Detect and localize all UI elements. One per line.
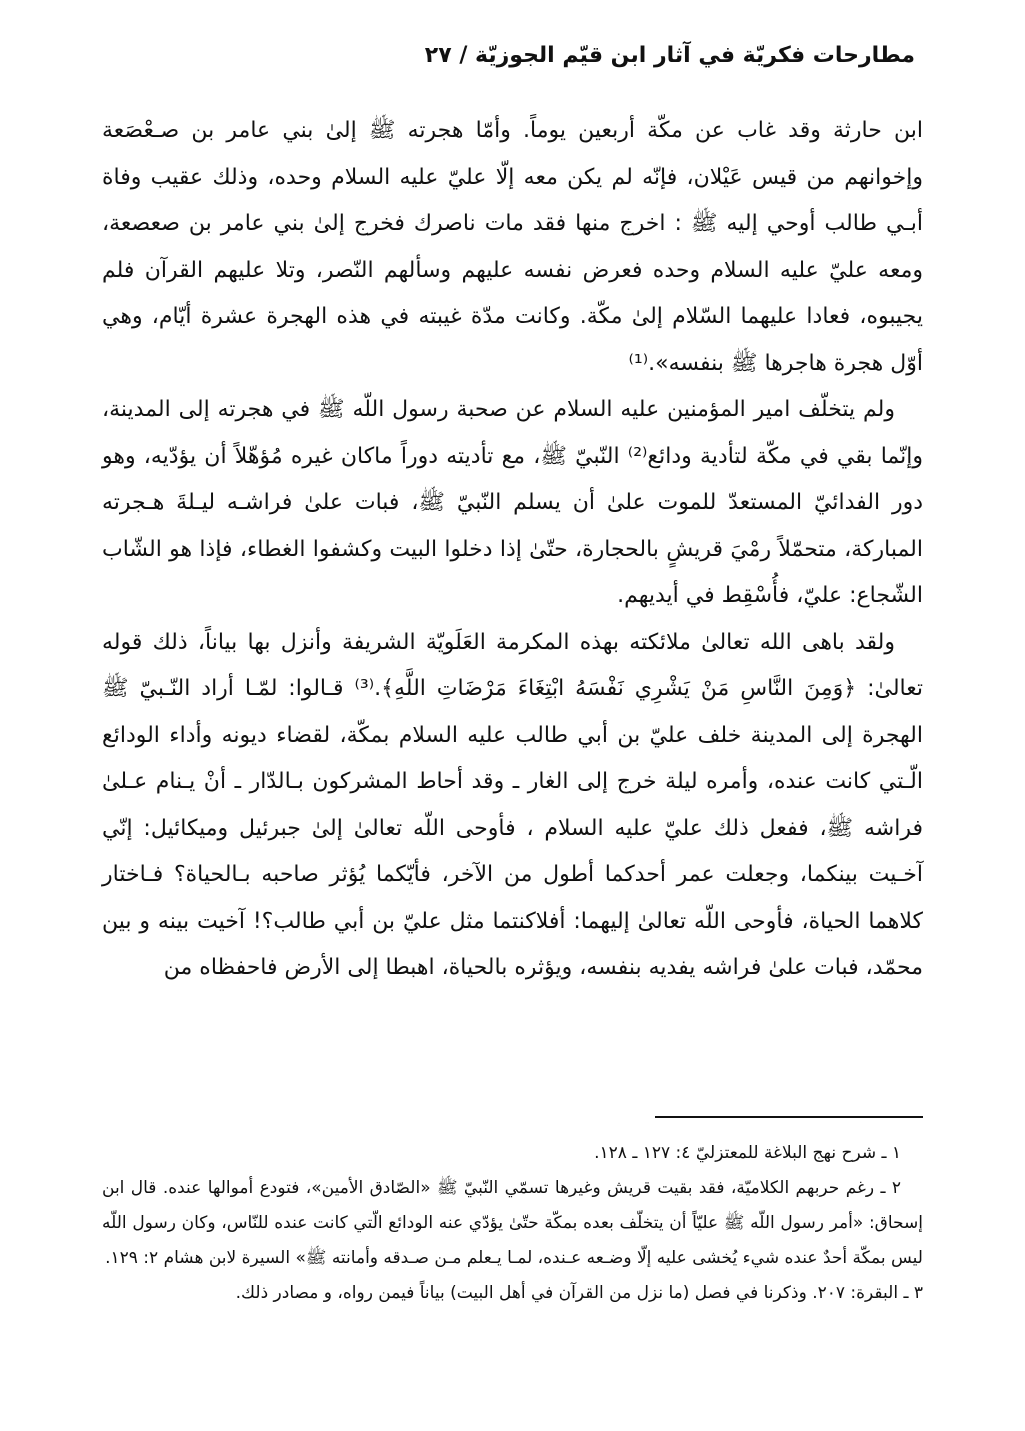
footnote: ١ ـ شرح نهج البلاغة للمعتزليّ ٤: ١٢٧ ـ ١٢٨. (594, 1143, 901, 1163)
footnotes (102, 1136, 923, 1311)
footnote: ٣ ـ البقرة: ٢٠٧. وذكرنا في فصل (ما نزل من القرآن في أهل البيت) بياناً فيمن رواه، و مصادر ذلك. (235, 1283, 923, 1303)
footnote-divider (655, 1116, 923, 1118)
running-head: مطارحات فكريّة في آثار ابن قيّم الجوزيّة / ٢٧ (424, 43, 915, 68)
paragraph: ولم يتخلّف امير المؤمنين عليه السلام عن صحبة رسول اللّه ﷺ في هجرته إلى المدينة، وإنّما بقي في مكّة لتأدية ودائع⁽²⁾ النّبيّ ﷺ، مع تأديته دوراً ماكان غيره مُؤهّلاً أن يؤدّيه، وهو دور الفدائيّ المستعدّ للموت علىٰ أن يسلم النّبيّ ﷺ، فبات علىٰ فراشـه ليـلةَ هـجرته المباركة، متحمّلاً رمْيَ قريشٍ بالحجارة، حتّىٰ إذا دخلوا البيت وكشفوا الغطاء، فإذا هو الشّاب الشّجاع: عليّ، فأُسْقِط في أيديهم. (102, 397, 924, 608)
paragraph: ولقد باهى الله تعالىٰ ملائكته بهذه المكرمة العَلَويّة الشريفة وأنزل بها بياناً، ذلك قوله تعالىٰ: ﴿وَمِنَ النَّاسِ مَنْ يَشْرِي نَفْسَهُ ابْتِغَاءَ مَرْضَاتِ اللَّهِ﴾.⁽³⁾ قـالوا: لمّـا أراد النّـبيّ ﷺ الهجرة إلى المدينة خلف عليّ بن أبي طالب عليه السلام بمكّة، لقضاء ديونه وأداء الودائع الّـتي كانت عنده، وأمره ليلة خرج إلى الغار ـ وقد أحاط المشركون بـالدّار ـ أنْ يـنام عـلىٰ فراشه ﷺ، ففعل ذلك عليّ عليه السلام ، فأوحى اللّه تعالىٰ إلىٰ جبرئيل وميكائيل: إنّي آخـيت بينكما، وجعلت عمر أحدكما أطول من الآخر، فأيّكما يُؤثر صاحبه بـالحياة؟ فـاختار كلاهما الحياة، فأوحى اللّه تعالىٰ إليهما: أفلاكنتما مثل عليّ بن أبي طالب؟! آخيت بينه و بين محمّد، فبات علىٰ فراشه يفديه بنفسه، ويؤثره بالحياة، اهبطا إلى الأرض فاحفظاه من (102, 629, 923, 980)
main-text (102, 108, 923, 992)
footnote: ٢ ـ رغم حربهم الكلاميّة، فقد بقيت قريش وغيرها تسمّي النّبيّ ﷺ «الصّادق الأمين»، فتودع أموالها عنده. قال ابن إسحاق: «أمر رسول اللّه ﷺ عليّاً أن يتخلّف بعده بمكّة حتّىٰ يؤدّي عنه الودائع الّتي كانت عنده للنّاس، وكان رسول اللّه ليس بمكّة أحدٌ عنده شيء يُخشى عليه إلّا وضـعه عـنده، لمـا يـعلم مـن صـدقه وأمانته ﷺ» السيرة لابن هشام ٢: ١٢٩. (102, 1178, 923, 1268)
paragraph: ابن حارثة وقد غاب عن مكّة أربعين يوماً. وأمّا هجرته ﷺ إلىٰ بني عامر بن صـعْصَعة وإخوانهم من قيس عَيْلان، فإنّه لم يكن معه إلّا عليّ عليه السلام وحده، وذلك عقيب وفاة أبـي طالب أوحي إليه ﷺ : اخرج منها فقد مات ناصرك فخرج إلىٰ بني عامر بن صعصعة، ومعه عليّ عليه السلام وحده فعرض نفسه عليهم وسألهم النّصر، وتلا عليهم القرآن فلم يجيبوه، فعادا عليهما السّلام إلىٰ مكّة. وكانت مدّة غيبته في هذه الهجرة عشرة أيّام، وهي أوّل هجرة هاجرها ﷺ بنفسه».⁽¹⁾ (102, 118, 923, 376)
